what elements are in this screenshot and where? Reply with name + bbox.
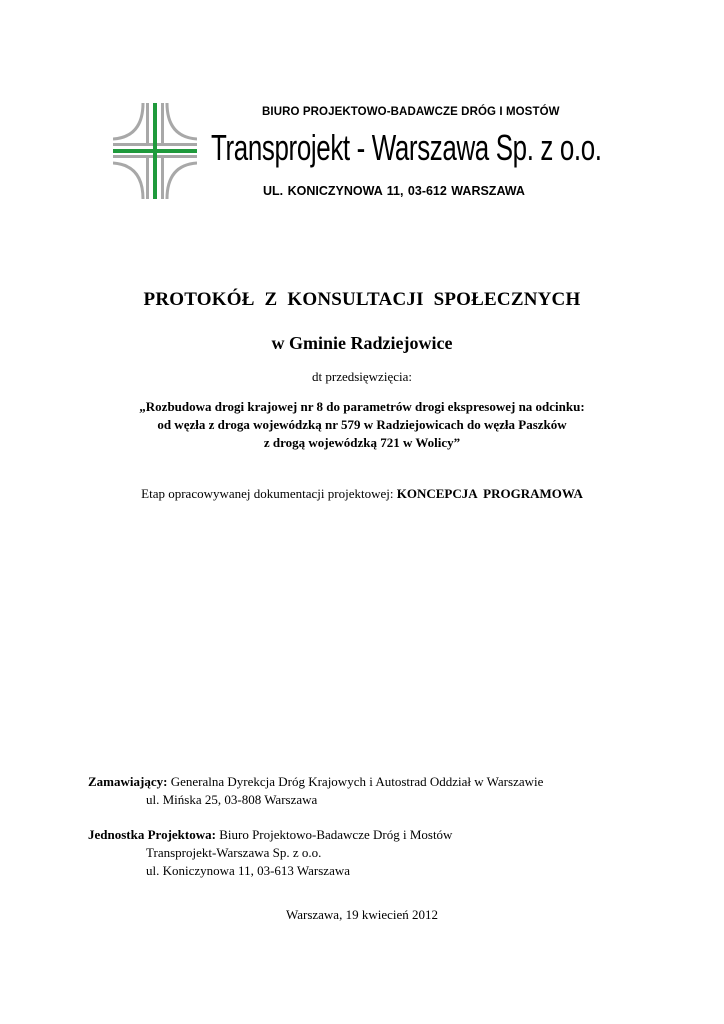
design-unit-name: Biuro Projektowo-Badawcze Dróg i Mostów — [215, 827, 453, 842]
project-name-line: z drogą wojewódzką 721 w Wolicy” — [263, 435, 461, 450]
design-unit-company: Transprojekt-Warszawa Sp. z o.o. — [146, 845, 322, 860]
document-title: PROTOKÓŁ Z KONSULTACJI SPOŁECZNYCH — [143, 289, 581, 310]
company-brand-name: Transprojekt - Warszawa Sp. z o.o. — [211, 127, 602, 168]
company-logo-icon — [113, 103, 197, 199]
design-unit-block — [88, 826, 452, 880]
client-block — [88, 773, 543, 809]
client-label: Zamawiający: — [88, 774, 168, 789]
project-name-line: „Rozbudowa drogi krajowej nr 8 do parametrów drogi ekspresowej na odcinku: — [139, 399, 585, 414]
client-address: ul. Mińska 25, 03-808 Warszawa — [146, 792, 318, 807]
company-address: UL. KONICZYNOWA 11, 03-612 WARSZAWA — [263, 184, 525, 198]
project-intro-label: dt przedsięwzięcia: — [312, 369, 412, 384]
project-name — [0, 398, 724, 452]
project-stage-label: Etap opracowywanej dokumentacji projektowej: — [141, 486, 397, 501]
document-subtitle: w Gminie Radziejowice — [271, 333, 453, 353]
design-unit-address: ul. Koniczynowa 11, 03-613 Warszawa — [146, 863, 351, 878]
project-stage-value: KONCEPCJA PROGRAMOWA — [396, 486, 583, 501]
place-and-date: Warszawa, 19 kwiecień 2012 — [285, 907, 438, 922]
project-stage — [0, 486, 724, 502]
company-header-line: BIURO PROJEKTOWO-BADAWCZE DRÓG I MOSTÓW — [262, 106, 560, 118]
client-name: Generalna Dyrekcja Dróg Krajowych i Autostrad Oddział w Warszawie — [167, 774, 544, 789]
project-name-line: od węzła z droga wojewódzką nr 579 w Radziejowicach do węzła Paszków — [157, 417, 567, 432]
design-unit-label: Jednostka Projektowa: — [88, 827, 216, 842]
